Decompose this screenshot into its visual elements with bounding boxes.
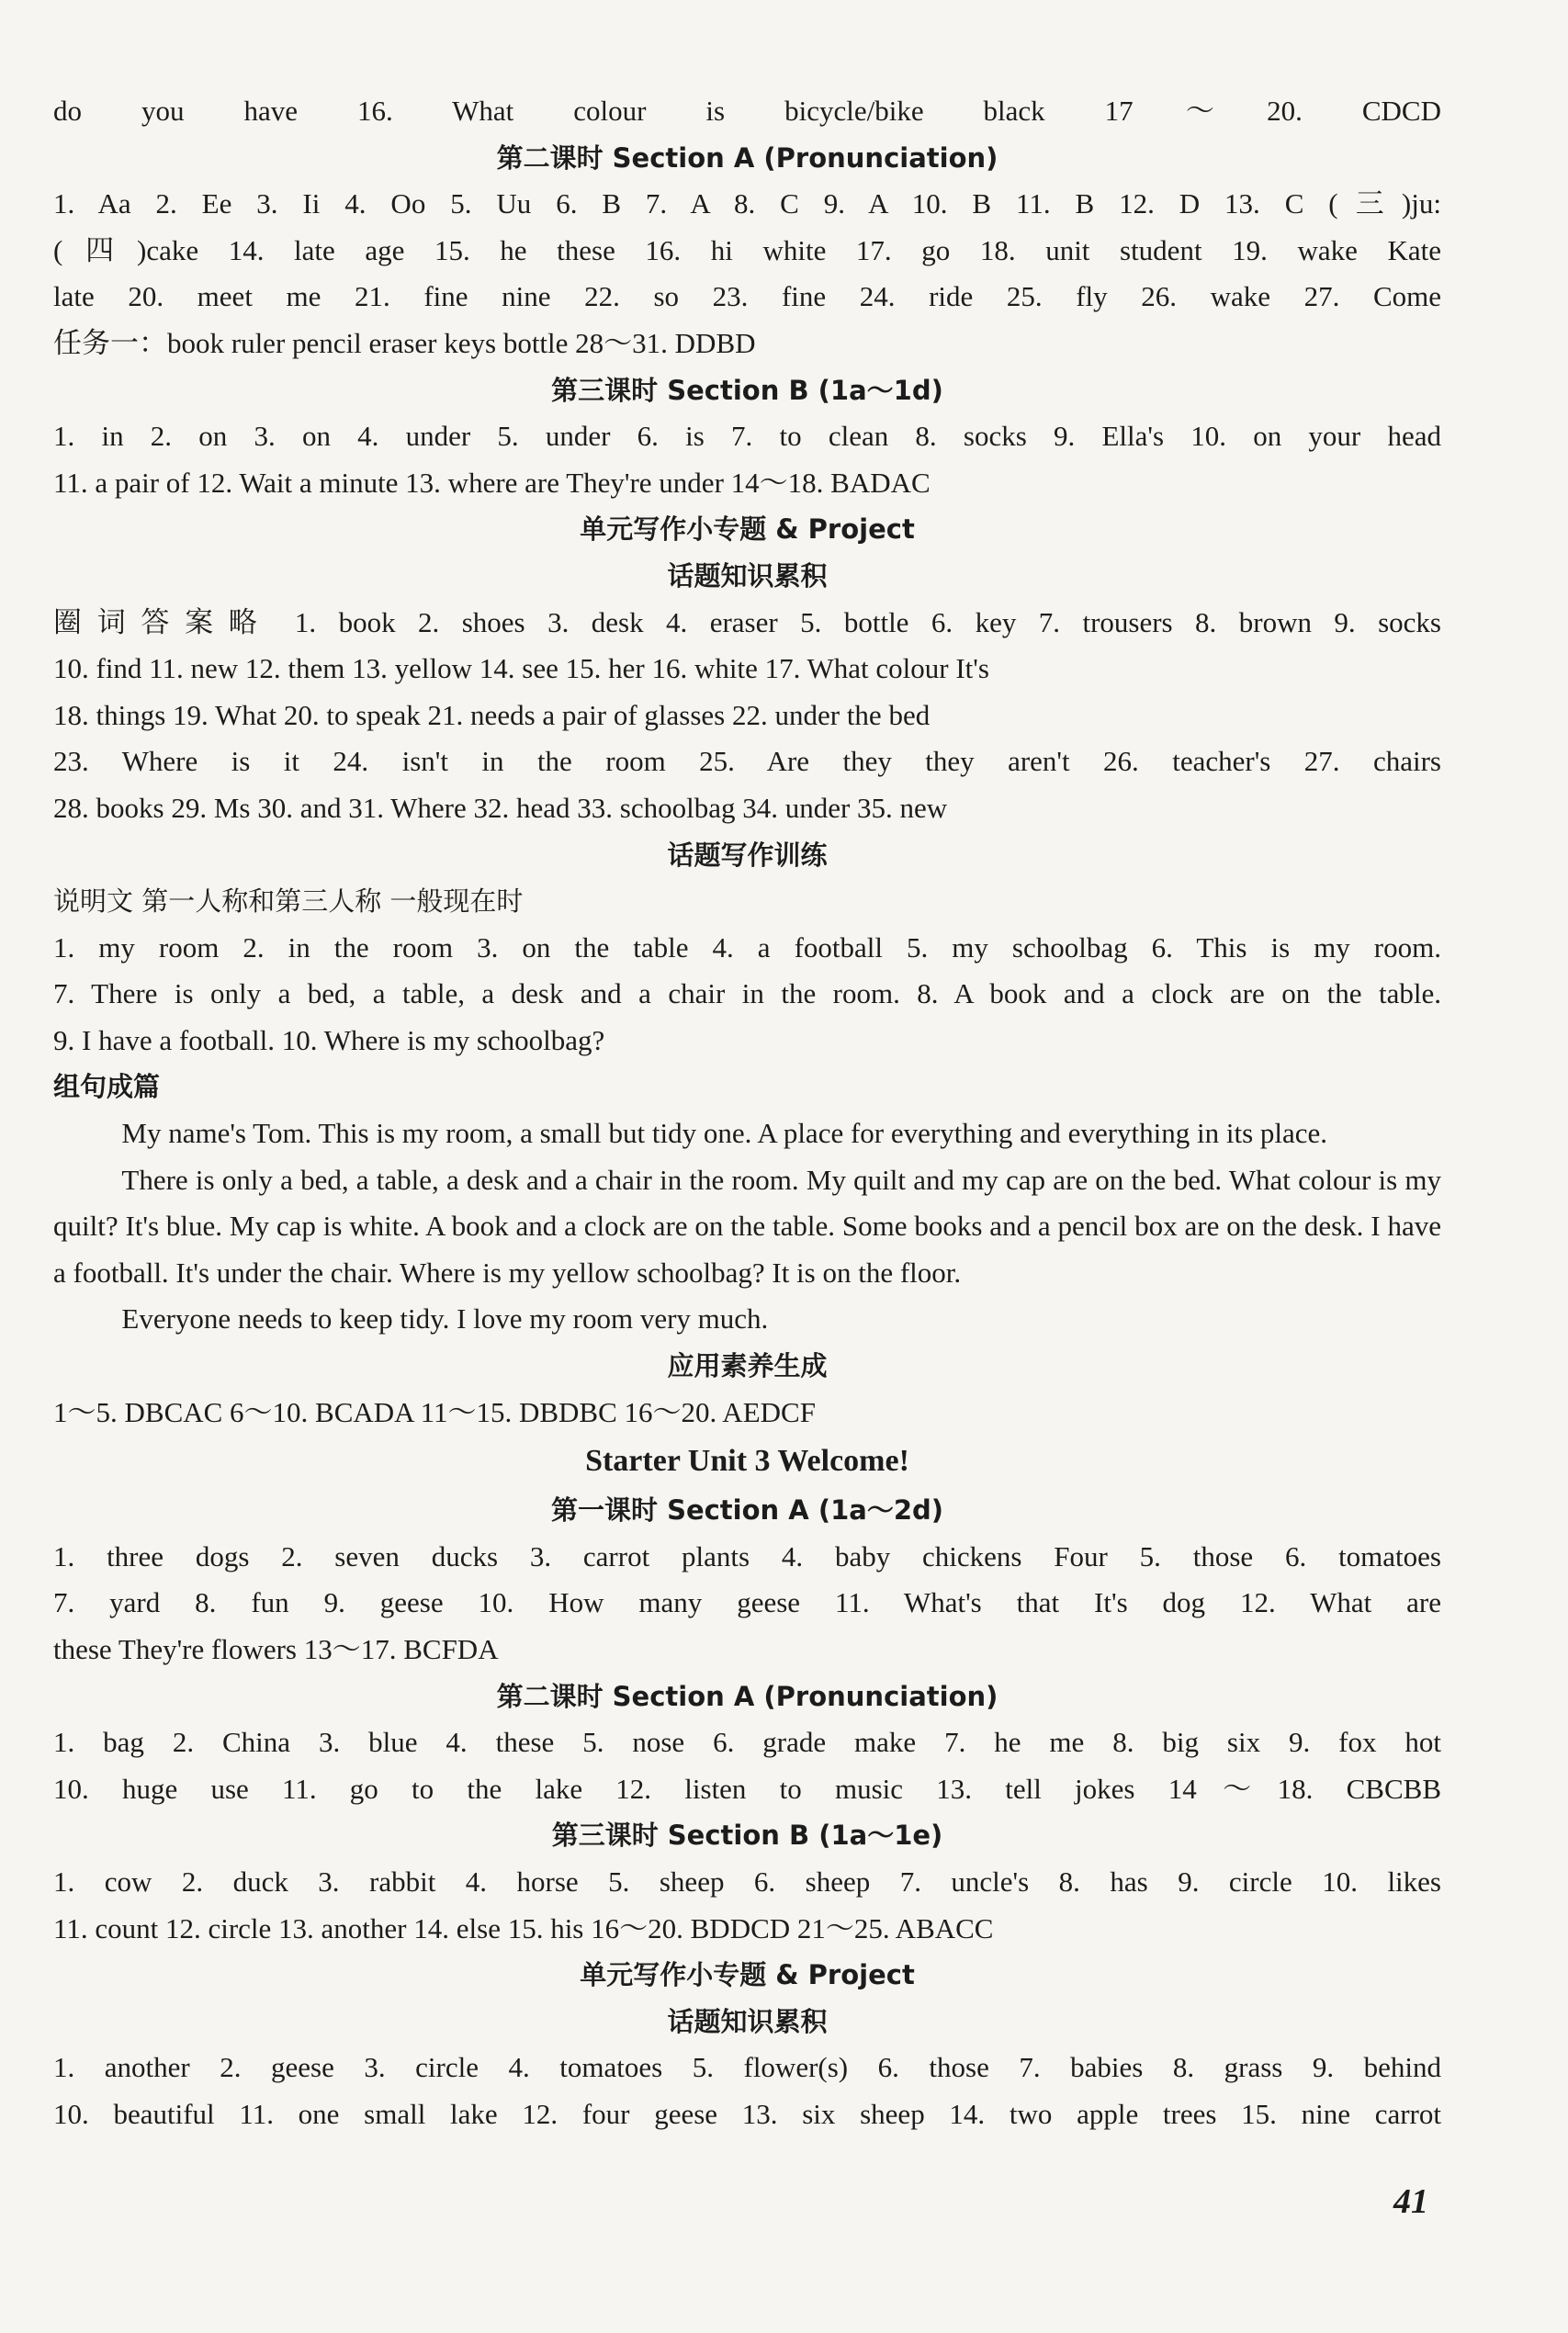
answer-line: 1. Aa 2. Ee 3. Ii 4. Oo 5. Uu 6. B 7. A 8. C 9. A 10. B 11. B 12. D 13. C (三)ju:: [53, 187, 1441, 220]
subsection-heading: 话题知识累积: [667, 2005, 828, 2037]
answer-line: 10. find 11. new 12. them 13. yellow 14. see 15. her 16. white 17. What colour It's: [53, 652, 989, 685]
composition-heading: 组句成篇: [53, 1071, 161, 1103]
answer-line: 圈词答案略 1. book 2. shoes 3. desk 4. eraser 5. bottle 6. key 7. trousers 8. brown 9. socks: [53, 605, 1441, 638]
subsection-heading: 话题知识累积: [667, 559, 828, 592]
answer-line: 11. count 12. circle 13. another 14. else 15. his 16～20. BDDCD 21～25. ABACC: [53, 1911, 994, 1944]
answer-line: 10. beautiful 11. one small lake 12. four geese 13. six sheep 14. two apple trees 15. nine carrot: [53, 2097, 1441, 2130]
answer-line: (四)cake 14. late age 15. he these 16. hi white 17. go 18. unit student 19. wake Kate: [53, 233, 1441, 266]
answer-line: 1. another 2. geese 3. circle 4. tomatoes 5. flower(s) 6. those 7. babies 8. grass 9. behind: [53, 2051, 1441, 2084]
answer-line: 1. cow 2. duck 3. rabbit 4. horse 5. sheep 6. sheep 7. uncle's 8. has 9. circle 10. likes: [53, 1865, 1441, 1898]
answer-line: 1. in 2. on 3. on 4. under 5. under 6. is 7. to clean 8. socks 9. Ella's 10. on your head: [53, 420, 1441, 453]
page-number: 41: [1393, 2182, 1428, 2221]
answer-line: 1～5. DBCAC 6～10. BCADA 11～15. DBDBC 16～20. AEDCF: [53, 1395, 816, 1428]
section-heading: 单元写作小专题 & Project: [580, 1959, 915, 1991]
section-heading: 第三课时 Section B (1a～1d): [551, 374, 943, 406]
answer-line: 11. a pair of 12. Wait a minute 13. where are They're under 14～18. BADAC: [53, 466, 931, 499]
answer-line: 10. huge use 11. go to the lake 12. listen to music 13. tell jokes 14～18. CBCBB: [53, 1772, 1441, 1805]
answer-line: 1. three dogs 2. seven ducks 3. carrot plants 4. baby chickens Four 5. those 6. tomatoes: [53, 1539, 1441, 1572]
subsection-heading: 话题写作训练: [667, 839, 828, 871]
section-heading: 第二课时 Section A (Pronunciation): [496, 1680, 998, 1712]
answer-line: 23. Where is it 24. isn't in the room 25. Are they they aren't 26. teacher's 27. chairs: [53, 745, 1441, 778]
answer-line: these They're flowers 13～17. BCFDA: [53, 1633, 499, 1665]
section-heading: 单元写作小专题 & Project: [580, 513, 915, 546]
subsection-heading: 应用素养生成: [667, 1350, 828, 1382]
answer-line: do you have 16. What colour is bicycle/bike black 17～20. CDCD: [53, 95, 1441, 127]
composition-paragraph: There is only a bed, a table, a desk and a chair in the room. My quilt and my cap are on the bed. What colour is my quilt? It's blue. My cap is white. A book and a clock are on the table. Some books and a pencil box are on the desk. I have a football. It's under the chair. Where is my yellow schoolbag? It is on the floor.: [53, 1163, 1441, 1289]
unit-title: Starter Unit 3 Welcome!: [585, 1444, 909, 1479]
answer-line: 1. my room 2. in the room 3. on the table 4. a football 5. my schoolbag 6. This is my room.: [53, 930, 1441, 964]
answer-line: 18. things 19. What 20. to speak 21. needs a pair of glasses 22. under the bed: [53, 698, 931, 731]
composition-paragraph: My name's Tom. This is my room, a small but tidy one. A place for everything and everything in its place.: [121, 1117, 1328, 1150]
answer-line: 28. books 29. Ms 30. and 31. Where 32. head 33. schoolbag 34. under 35. new: [53, 791, 948, 824]
section-heading: 第三课时 Section B (1a～1e): [551, 1820, 943, 1852]
answer-line: 7. yard 8. fun 9. geese 10. How many geese 11. What's that It's dog 12. What are: [53, 1586, 1441, 1619]
section-heading: 第一课时 Section A (1a～2d): [550, 1494, 944, 1527]
answer-line: 9. I have a football. 10. Where is my schoolbag?: [53, 1023, 605, 1056]
composition-paragraph: Everyone needs to keep tidy. I love my room very much.: [121, 1302, 769, 1336]
answer-line: 1. bag 2. China 3. blue 4. these 5. nose 6. grade make 7. he me 8. big six 9. fox hot: [53, 1726, 1441, 1759]
answer-line: late 20. meet me 21. fine nine 22. so 23. fine 24. ride 25. fly 26. wake 27. Come: [53, 280, 1441, 313]
section-heading: 第二课时 Section A (Pronunciation): [496, 141, 998, 174]
answer-line: 任务一：book ruler pencil eraser keys bottle 28～31. DDBD: [53, 326, 756, 359]
writing-style-note: 说明文 第一人称和第三人称 一般现在时: [53, 885, 524, 918]
answer-line: 7. There is only a bed, a table, a desk and a chair in the room. 8. A book and a clock are on the table.: [53, 977, 1441, 1010]
